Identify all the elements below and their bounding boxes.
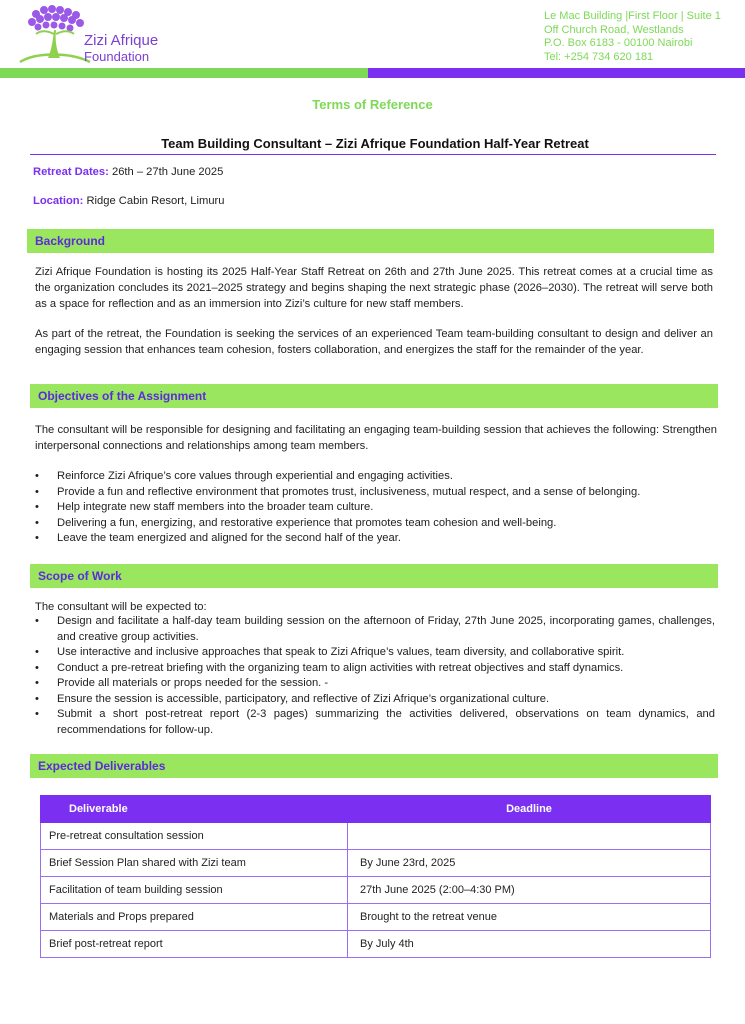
logo-subname: Foundation xyxy=(84,49,150,64)
deliverables-table xyxy=(40,795,711,958)
list-item: • Reinforce Zizi Afrique’s core values through experiential and engaging activities. xyxy=(35,469,715,485)
title-divider xyxy=(30,154,716,155)
deadline-cell: By July 4th xyxy=(348,931,711,958)
header-band-purple xyxy=(368,68,745,78)
list-item: • Provide all materials or props needed for the session. - xyxy=(35,676,715,692)
deadline-cell: By June 23rd, 2025 xyxy=(348,850,711,877)
list-item: • Delivering a fun, energizing, and restorative experience that promotes team cohesion and well-being. xyxy=(35,516,715,532)
objectives-intro: The consultant will be responsible for designing and facilitating an engaging team-building session that achieves the following: Strengthen interpersonal connections and relationships among team members. xyxy=(35,424,717,452)
deadline-cell xyxy=(348,823,711,850)
list-item: • Help integrate new staff members into the broader team culture. xyxy=(35,500,715,516)
letterhead xyxy=(0,0,745,80)
section-heading-text: Expected Deliverables xyxy=(38,759,166,773)
deadline-cell: Brought to the retreat venue xyxy=(348,904,711,931)
section-heading-deliverables xyxy=(30,754,718,778)
table-row xyxy=(41,823,711,850)
table-row xyxy=(41,850,711,877)
list-item: • Design and facilitate a half-day team building session on the afternoon of Friday, 27th June 2025, incorporating games, challenges, and creative group activities. xyxy=(35,614,715,645)
list-item: • Ensure the session is accessible, participatory, and reflective of Zizi Afrique’s organizational culture. xyxy=(35,692,715,708)
section-heading-text: Scope of Work xyxy=(38,569,122,583)
table-row xyxy=(41,877,711,904)
list-item: • Use interactive and inclusive approaches that speak to Zizi Afrique’s values, team diversity, and collaborative spirit. xyxy=(35,645,715,661)
contact-address xyxy=(544,10,721,64)
address-line: Tel: +254 734 620 181 xyxy=(544,50,654,63)
column-header-deliverable: Deliverable xyxy=(41,796,348,823)
table-header-row xyxy=(41,796,711,823)
scope-intro: The consultant will be expected to: xyxy=(35,601,207,613)
address-line: P.O. Box 6183 - 00100 Nairobi xyxy=(544,37,693,50)
retreat-dates xyxy=(33,166,223,178)
background-paragraph-2: As part of the retreat, the Foundation is seeking the services of an experienced Team team-building consultant to design and deliver an engaging session that enhances team cohesion, fosters collaboration, and energizes the staff for the remainder of the year. xyxy=(35,328,713,356)
location xyxy=(33,195,225,207)
terms-of-reference-label: Terms of Reference xyxy=(312,97,433,112)
column-header-deadline: Deadline xyxy=(348,796,711,823)
location-label: Location: xyxy=(33,195,84,207)
scope-list xyxy=(35,614,715,738)
deadline-cell: 27th June 2025 (2:00–4:30 PM) xyxy=(348,877,711,904)
background-paragraph-1: Zizi Afrique Foundation is hosting its 2025 Half-Year Staff Retreat on 26th and 27th June 2025. This retreat comes at a crucial time as the organization concludes its 2021–2025 strategy and begins shaping the next strategic phase (2026–2030). The retreat will serve both as a space for reflection and as an immersion into Zizi’s culture for new staff members. xyxy=(35,266,713,310)
retreat-dates-label: Retreat Dates: xyxy=(33,166,109,178)
retreat-dates-value: 26th – 27th June 2025 xyxy=(108,166,224,178)
table-row xyxy=(41,904,711,931)
section-heading-background xyxy=(27,229,714,253)
deliverable-cell: Pre-retreat consultation session xyxy=(41,823,348,850)
section-heading-objectives xyxy=(30,384,718,408)
list-item: • Conduct a pre-retreat briefing with the organizing team to align activities with retreat objectives and staff dynamics. xyxy=(35,661,715,677)
header-band-green xyxy=(0,68,368,78)
list-item: • Provide a fun and reflective environment that promotes trust, inclusiveness, mutual respect, and a sense of belonging. xyxy=(35,485,715,501)
document-title: Team Building Consultant – Zizi Afrique Foundation Half-Year Retreat xyxy=(161,136,589,151)
logo-name: Zizi Afrique xyxy=(84,32,159,49)
list-item: • Leave the team energized and aligned for the second half of the year. xyxy=(35,531,715,547)
address-line: Off Church Road, Westlands xyxy=(544,23,684,36)
table-row xyxy=(41,931,711,958)
address-line: Le Mac Building |First Floor | Suite 1 xyxy=(544,10,721,22)
deliverable-cell: Facilitation of team building session xyxy=(41,877,348,904)
list-item: • Submit a short post-retreat report (2-3 pages) summarizing the activities delivered, observations on team dynamics, and recommendations for follow-up. xyxy=(35,707,715,738)
section-heading-text: Background xyxy=(35,234,106,248)
section-heading-scope xyxy=(30,564,718,588)
section-heading-text: Objectives of the Assignment xyxy=(38,389,207,403)
deliverable-cell: Brief post-retreat report xyxy=(41,931,348,958)
objectives-list xyxy=(35,469,715,547)
location-value: Ridge Cabin Resort, Limuru xyxy=(83,195,225,207)
deliverable-cell: Materials and Props prepared xyxy=(41,904,348,931)
deliverable-cell: Brief Session Plan shared with Zizi team xyxy=(41,850,348,877)
